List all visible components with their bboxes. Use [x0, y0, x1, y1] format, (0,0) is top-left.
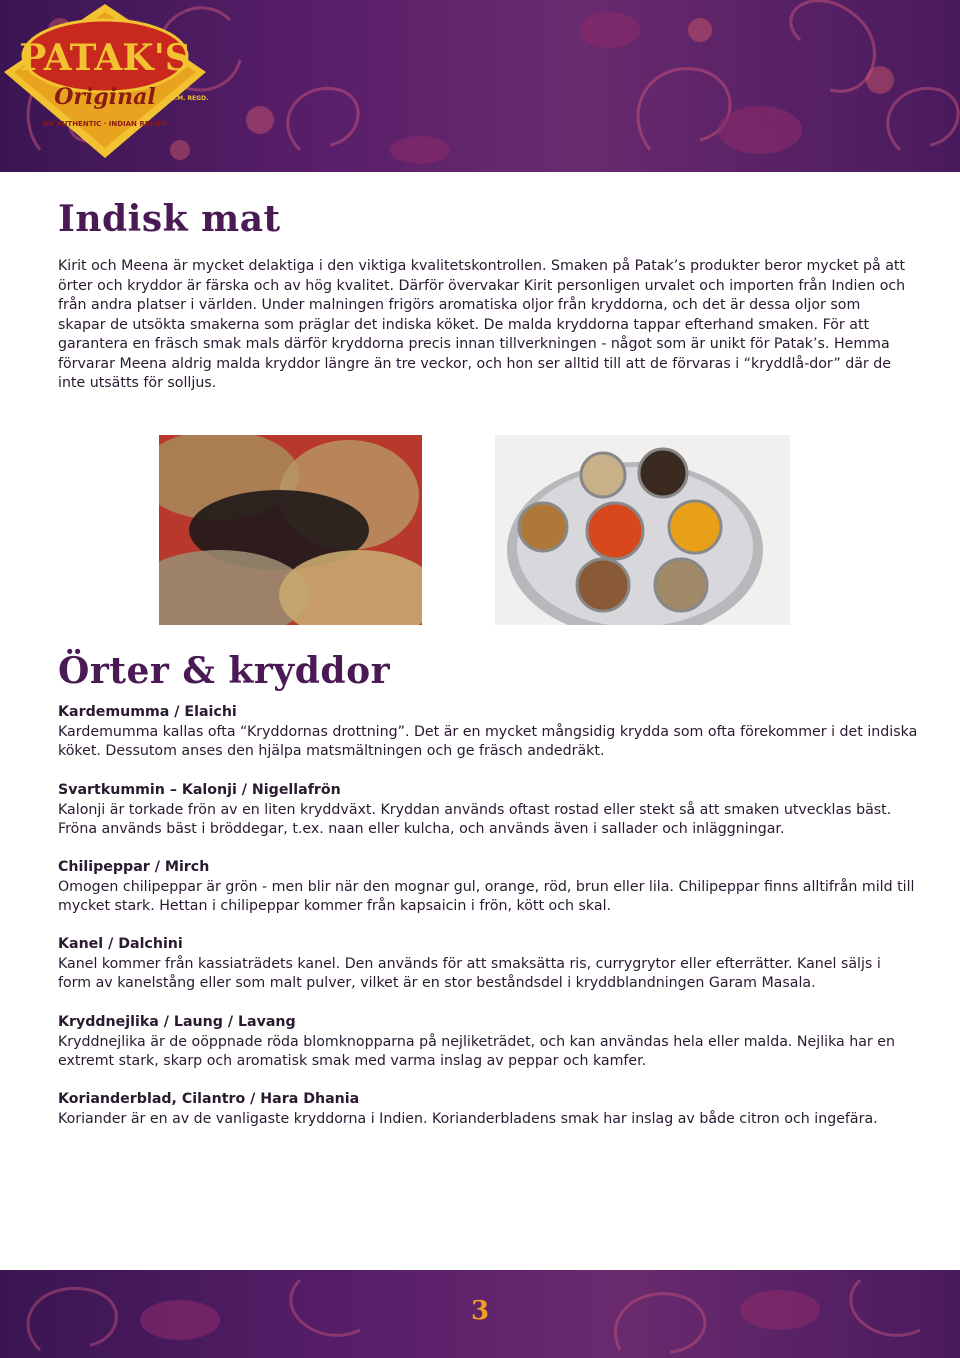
- spice-name: Svartkummin – Kalonji / Nigellafrön: [58, 782, 341, 798]
- spice-name: Kardemumma / Elaichi: [58, 704, 237, 720]
- spice-description: Kardemumma kallas ofta “Kryddornas drottning”. Det är en mycket mångsidig krydda som ofta förekommer i det indiska köket. Dessutom anses den hjälpa matsmältningen och ge fräsch andedräkt.: [58, 723, 918, 759]
- logo-sub: Original: [54, 84, 156, 110]
- pataks-logo: [0, 0, 210, 162]
- seeds-photo: [159, 435, 422, 625]
- spice-description: Omogen chilipeppar är grön - men blir när den mognar gul, orange, röd, brun eller lila. Chilipeppar finns alltifrån mild till mycket stark. Hettan i chilipeppar kommer från kapsaicin i frön, kött och skal.: [58, 878, 915, 914]
- spice-name: Kanel / Dalchini: [58, 936, 183, 952]
- spice-name: Korianderblad, Cilantro / Hara Dhania: [58, 1091, 360, 1107]
- page-number: 3: [470, 1296, 490, 1326]
- spice-description: Kalonji är torkade frön av en liten kryddväxt. Kryddan används oftast rostad eller stekt så att smaken utvecklas bäst. Fröna används bäst i bröddegar, t.ex. naan eller kulcha, och används även i sallader och inläggningar.: [58, 801, 892, 837]
- logo-brand: PATAK'S: [19, 37, 191, 79]
- footer-band: [0, 1270, 960, 1358]
- spice-item: [58, 703, 918, 762]
- logo-reg: T.M. REGD.: [171, 95, 209, 102]
- spice-item: [58, 781, 918, 840]
- spice-bowls-photo: [495, 435, 790, 625]
- section-title-indisk-mat: Indisk mat: [58, 198, 281, 240]
- spice-description: Koriander är en av de vanligaste kryddorna i Indien. Korianderbladens smak har inslag av både citron och ingefära.: [58, 1110, 878, 1127]
- spice-name: Chilipeppar / Mirch: [58, 859, 210, 875]
- spice-name: Kryddnejlika / Laung / Lavang: [58, 1014, 296, 1030]
- header-band: [0, 0, 960, 172]
- section-title-orter-kryddor: Örter & kryddor: [58, 650, 391, 692]
- spice-description: Kanel kommer från kassiaträdets kanel. Den används för att smaksätta ris, currygrytor eller efterrätter. Kanel säljs i form av kanelstång eller som malt pulver, vilket är en stor beståndsdel i kryddblandningen Garam Masala.: [58, 955, 881, 991]
- spice-description: Kryddnejlika är de oöppnade röda blomknopparna på nejliketrädet, och kan användas hela eller malda. Nejlika har en extremt stark, skarp och aromatisk smak med varma inslag av peppar och kamfer.: [58, 1033, 895, 1069]
- logo-tagline: AN AUTHENTIC · INDIAN RECIPE: [42, 120, 168, 128]
- spice-item: [58, 935, 918, 994]
- spice-item: [58, 858, 918, 917]
- intro-paragraph: Kirit och Meena är mycket delaktiga i den viktiga kvalitetskontrollen. Smaken på Patak’s produkter beror mycket på att örter och kryddor är färska och av hög kvalitet. Därför övervakar Kirit personligen urvalet och importen från Indien och från andra platser i världen. Under malningen frigörs aromatiska oljor från kryddorna, och det är dessa oljor som skapar de utsökta smakerna som präglar det indiska köket. De malda kryddorna tappar efterhand smaken. För att garantera en fräsch smak mals därför kryddorna precis innan tillverkningen - något som är unikt för Patak’s. Hemma förvarar Meena aldrig malda kryddor längre än tre veckor, och hon ser alltid till att de förvaras i “kryddlå-dor” där de inte utsätts för solljus.: [58, 258, 906, 391]
- spice-item: [58, 1013, 918, 1072]
- spice-item: [58, 1090, 918, 1129]
